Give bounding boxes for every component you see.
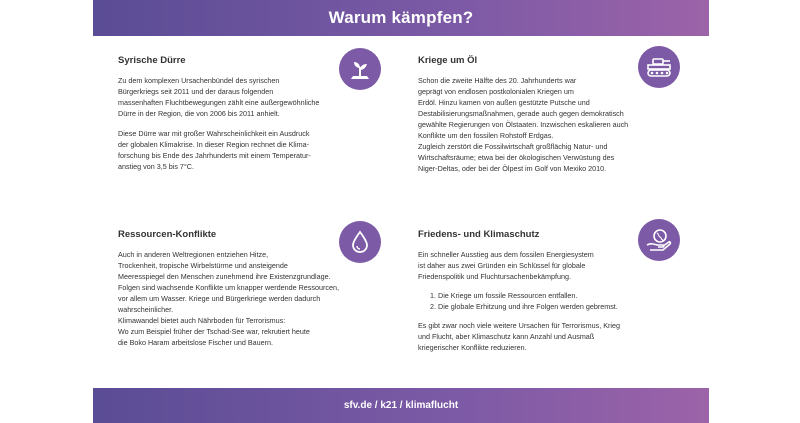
header-banner [93,0,709,36]
sprout-icon [339,48,381,90]
section-title: Friedens- und Klimaschutz [418,229,540,240]
section-outro: Es gibt zwar noch viele weitere Ursachen für Terrorismus, Krieg und Flucht, aber Klimaschutz kann Anzahl und Ausmaß kriegerischer Konflikte reduzieren. [418,321,620,352]
section-paragraph: Zu dem komplexen Ursachenbündel des syrischen Bürgerkriegs seit 2011 und der daraus folgenden massenhaften Fluchtbewegungen zählt eine außergewöhnliche Dürre in der Region, die von 2006 bis 2011 anhielt. [118,76,320,118]
section-paragraph: Schon die zweite Hälfte des 20. Jahrhunderts war geprägt von endlosen postkolonialen Kriegen um Erdöl. Hinzu kamen von außen gestützte Putsche und Destabilisierungsmaßnahmen, gerade auch gegen demokratisch gewählte Regierungen von Ölstaaten. Inzwischen eskalieren auch Konflikte um den fossilen Rohstoff Erdgas. Zugleich zerstört die Fossilwirtschaft großflächig Natur- und Wirtschaftsräume; etwa bei der ökologischen Verwüstung des Niger-Deltas, oder bei der Ölpest im Golf von Mexiko 2010. [418,76,629,173]
section-intro: Ein schneller Ausstieg aus dem fossilen Energiesystem ist daher aus zwei Gründen ein Schlüssel für globale Friedenspolitik und Fluchtursachenbekämpfung. [418,250,594,281]
section-paragraph: Diese Dürre war mit großer Wahrscheinlichkeit ein Ausdruck der globalen Klimakrise. In dieser Region rechnet die Klima- forschung bis Ende des Jahrhunderts mit einem Temperatur- anstieg von 3,5 bis 7°C. [118,129,311,171]
footer-url[interactable]: sfv.de / k21 / klimaflucht [343,400,459,411]
section-title: Kriege um Öl [418,55,478,66]
reasons-list [418,290,688,312]
water-drop-icon [339,221,381,263]
info-card [93,0,709,423]
footer-banner [93,388,709,423]
globe-in-hand-icon [638,219,680,261]
page-title: Warum kämpfen? [328,8,474,27]
tank-icon [638,46,680,88]
list-item: 2. Die globale Erhitzung und ihre Folgen werden gebremst. [438,301,688,312]
section-title: Ressourcen-Konflikte [118,229,217,240]
section-paragraph: Auch in anderen Weltregionen entziehen Hitze, Trockenheit, tropische Wirbelstürme und ansteigende Meeresspiegel den Menschen zunehmend ihre Existenzgrundlage. Folgen sind wachsende Konflikte um knapper werdende Ressourcen, vor allem um Wasser. Kriege und Bürgerkriege werden dadurch wahrscheinlicher. Klimawandel bietet auch Nährboden für Terrorismus: Wo zum Beispiel früher der Tschad-See war, rekrutiert heute die Boko Haram arbeitslose Fischer und Bauern. [118,250,339,347]
section-title: Syrische Dürre [118,55,186,66]
list-item: 1. Die Kriege um fossile Ressourcen entfallen. [438,290,688,301]
